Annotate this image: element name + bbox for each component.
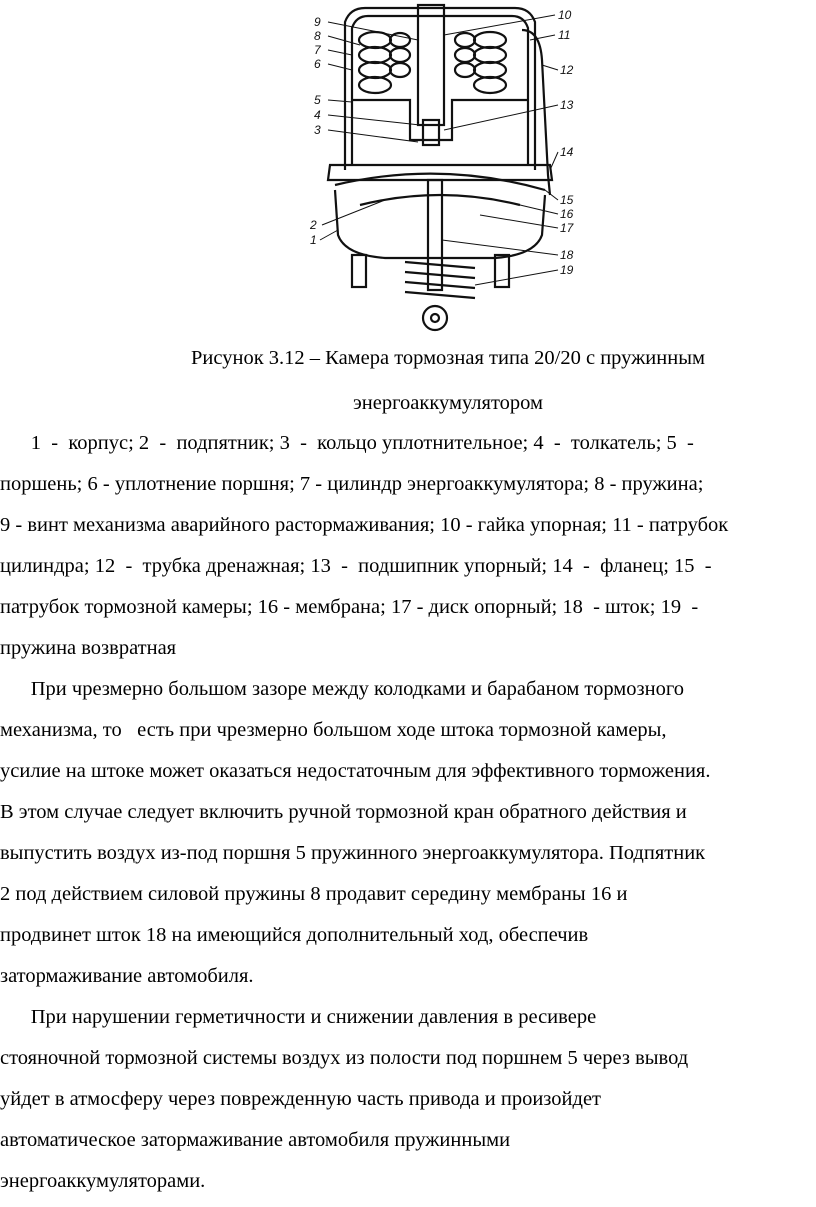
label-10: 10 <box>558 8 572 22</box>
legend-line: поршень; 6 - уплотнение поршня; 7 - цилиндр энергоаккумулятора; 8 - пружина; <box>0 473 704 495</box>
membrane <box>335 174 545 190</box>
label-5: 5 <box>314 93 321 107</box>
label-4: 4 <box>314 108 321 122</box>
label-18: 18 <box>560 248 574 262</box>
label-3: 3 <box>314 123 321 137</box>
figure-caption-cont: энергоаккумулятором <box>353 392 543 414</box>
para-line: При нарушении герметичности и снижении давления в ресивере <box>0 1006 597 1028</box>
para-line: При чрезмерно большом зазоре между колодками и барабаном тормозного <box>0 678 684 700</box>
label-12: 12 <box>560 63 574 77</box>
release-screw <box>418 5 444 125</box>
return-spring <box>405 262 475 298</box>
para-line: автоматическое затормаживание автомобиля пружинными <box>0 1129 511 1151</box>
para-line: усилие на штоке может оказаться недостаточным для эффективного торможения. <box>0 760 711 782</box>
para-line: продвинет шток 18 на имеющийся дополнительный ход, обеспечив <box>0 924 589 946</box>
label-8: 8 <box>314 29 321 43</box>
para-line: энергоаккумуляторами. <box>0 1170 206 1192</box>
right-spring <box>455 32 506 93</box>
legend-line: цилиндра; 12 - трубка дренажная; 13 - подшипник упорный; 14 - фланец; 15 - <box>0 555 712 577</box>
para-line: уйдет в атмосферу через поврежденную часть привода и произойдет <box>0 1088 601 1110</box>
para-line: В этом случае следует включить ручной тормозной кран обратного действия и <box>0 801 687 823</box>
legend-line: пружина возвратная <box>0 637 177 659</box>
left-spring <box>359 32 410 93</box>
label-14: 14 <box>560 145 574 159</box>
chamber-body <box>335 190 545 258</box>
label-16: 16 <box>560 207 574 221</box>
label-9: 9 <box>314 15 321 29</box>
label-11: 11 <box>558 28 571 42</box>
brake-chamber-diagram <box>290 0 590 335</box>
para-line: механизма, то есть при чрезмерно большом ходе штока тормозной камеры, <box>0 719 667 741</box>
label-2: 2 <box>310 218 317 232</box>
para-line: стояночной тормозной системы воздух из полости под поршнем 5 через вывод <box>0 1047 689 1069</box>
flange <box>328 165 552 180</box>
clevis <box>423 306 447 330</box>
label-1: 1 <box>310 233 317 247</box>
para-line: затормаживание автомобиля. <box>0 965 254 987</box>
label-19: 19 <box>560 263 574 277</box>
label-6: 6 <box>314 57 321 71</box>
para-line: 2 под действием силовой пружины 8 продавит середину мембраны 16 и <box>0 883 628 905</box>
label-17: 17 <box>560 221 574 235</box>
para-line: выпустить воздух из-под поршня 5 пружинного энергоаккумулятора. Подпятник <box>0 842 706 864</box>
label-7: 7 <box>314 43 321 57</box>
legend-line: 1 - корпус; 2 - подпятник; 3 - кольцо уплотнительное; 4 - толкатель; 5 - <box>0 432 694 454</box>
label-13: 13 <box>560 98 574 112</box>
legend-line: 9 - винт механизма аварийного растормаживания; 10 - гайка упорная; 11 - патрубок <box>0 514 729 536</box>
label-15: 15 <box>560 193 574 207</box>
figure-caption: Рисунок 3.12 – Камера тормозная типа 20/20 с пружинным <box>191 347 705 369</box>
legend-line: патрубок тормозной камеры; 16 - мембрана; 17 - диск опорный; 18 - шток; 19 - <box>0 596 699 618</box>
